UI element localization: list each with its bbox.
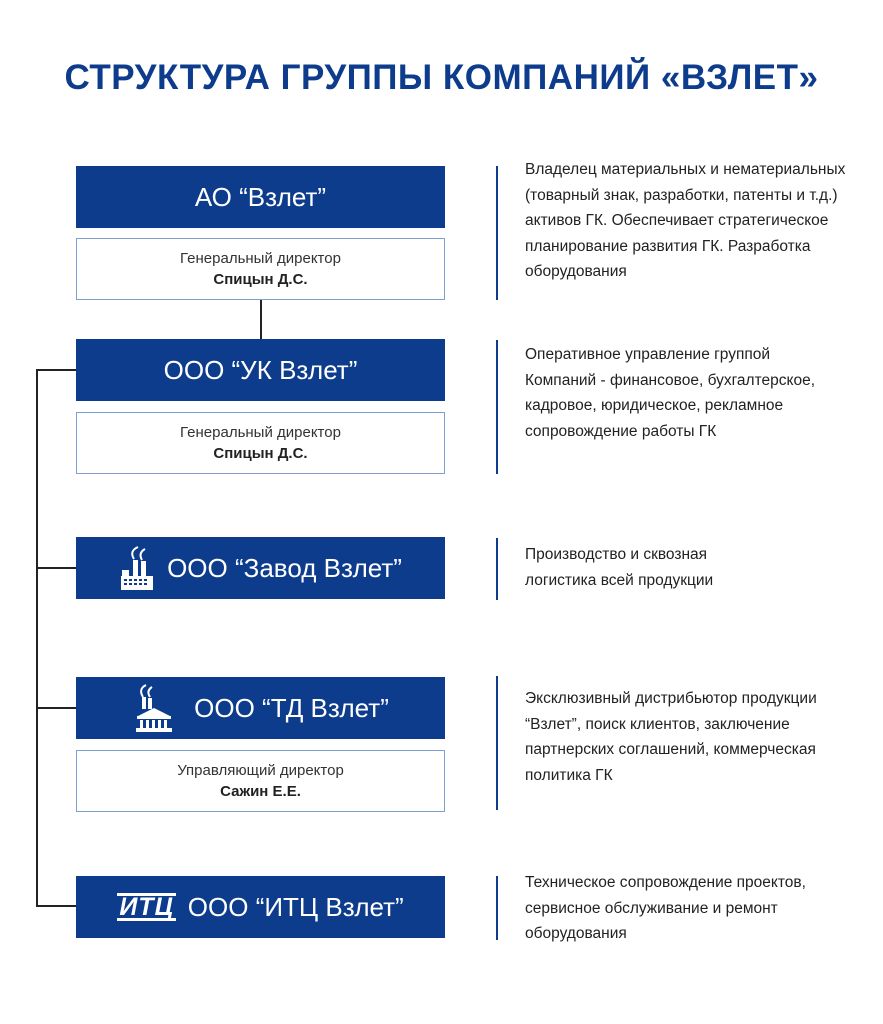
ao-vzlet-director-box [76, 238, 445, 300]
uk-vzlet-name: ООО “УК Взлет” [163, 354, 358, 385]
trade-house-icon [132, 683, 176, 733]
itc-vzlet-name: ООО “ИТЦ Взлет” [187, 891, 404, 922]
itc-vzlet-box [76, 876, 445, 938]
td-vzlet-name: ООО “ТД Взлет” [194, 692, 389, 723]
zavod-vzlet-box [76, 537, 445, 599]
ao-vzlet-director-name: Спицын Д.С. [213, 271, 308, 288]
td-vzlet-director-role: Управляющий директор [177, 762, 344, 779]
itc-logo-text: ИТЦ [119, 893, 174, 921]
factory-icon [119, 545, 155, 591]
connector-ao-uk [260, 299, 262, 339]
zavod-vzlet-description: Производство и сквозная логистика всей продукции [525, 546, 714, 589]
connector-branch-itc [36, 905, 76, 907]
connector-branch-zavod [36, 567, 76, 569]
td-vzlet-director-box [76, 750, 445, 812]
td-vzlet-box [76, 677, 445, 739]
itc-vzlet-description: Техническое сопровождение проектов, сервисное обслуживание и ремонт оборудования [525, 874, 806, 942]
ao-vzlet-name: АО “Взлет” [194, 181, 327, 212]
td-vzlet-director-name: Сажин Е.Е. [220, 783, 301, 800]
uk-vzlet-director-box [76, 412, 445, 474]
uk-vzlet-separator [496, 340, 498, 474]
connector-branch-td [36, 707, 76, 709]
connector-trunk [36, 369, 38, 907]
zavod-vzlet-separator [496, 538, 498, 600]
ao-vzlet-director-role: Генеральный директор [180, 250, 341, 267]
ao-vzlet-description: Владелец материальных и нематериальных (товарный знак, разработки, патенты и т.д.) активов ГК. Обеспечивает стратегическое планирование развития ГК. Разработка оборудования [525, 161, 846, 280]
uk-vzlet-box [76, 339, 445, 401]
td-vzlet-separator [496, 676, 498, 810]
uk-vzlet-director-name: Спицын Д.С. [213, 445, 308, 462]
ao-vzlet-box [76, 166, 445, 228]
page-title: СТРУКТУРА ГРУППЫ КОМПАНИЙ «ВЗЛЕТ» [64, 58, 819, 97]
ao-vzlet-separator [496, 166, 498, 300]
uk-vzlet-director-role: Генеральный директор [180, 424, 341, 441]
itc-logo-icon [117, 893, 175, 921]
zavod-vzlet-name: ООО “Завод Взлет” [167, 552, 402, 583]
td-vzlet-description: Эксклюзивный дистрибьютор продукции “Взлет”, поиск клиентов, заключение партнерских соглашений, коммерческая политика ГК [525, 690, 817, 784]
uk-vzlet-description: Оперативное управление группой Компаний - финансовое, бухгалтерское, кадровое, юридическое, рекламное сопровождение работы ГК [525, 346, 816, 440]
itc-vzlet-separator [496, 876, 498, 940]
connector-branch-uk [36, 369, 76, 371]
